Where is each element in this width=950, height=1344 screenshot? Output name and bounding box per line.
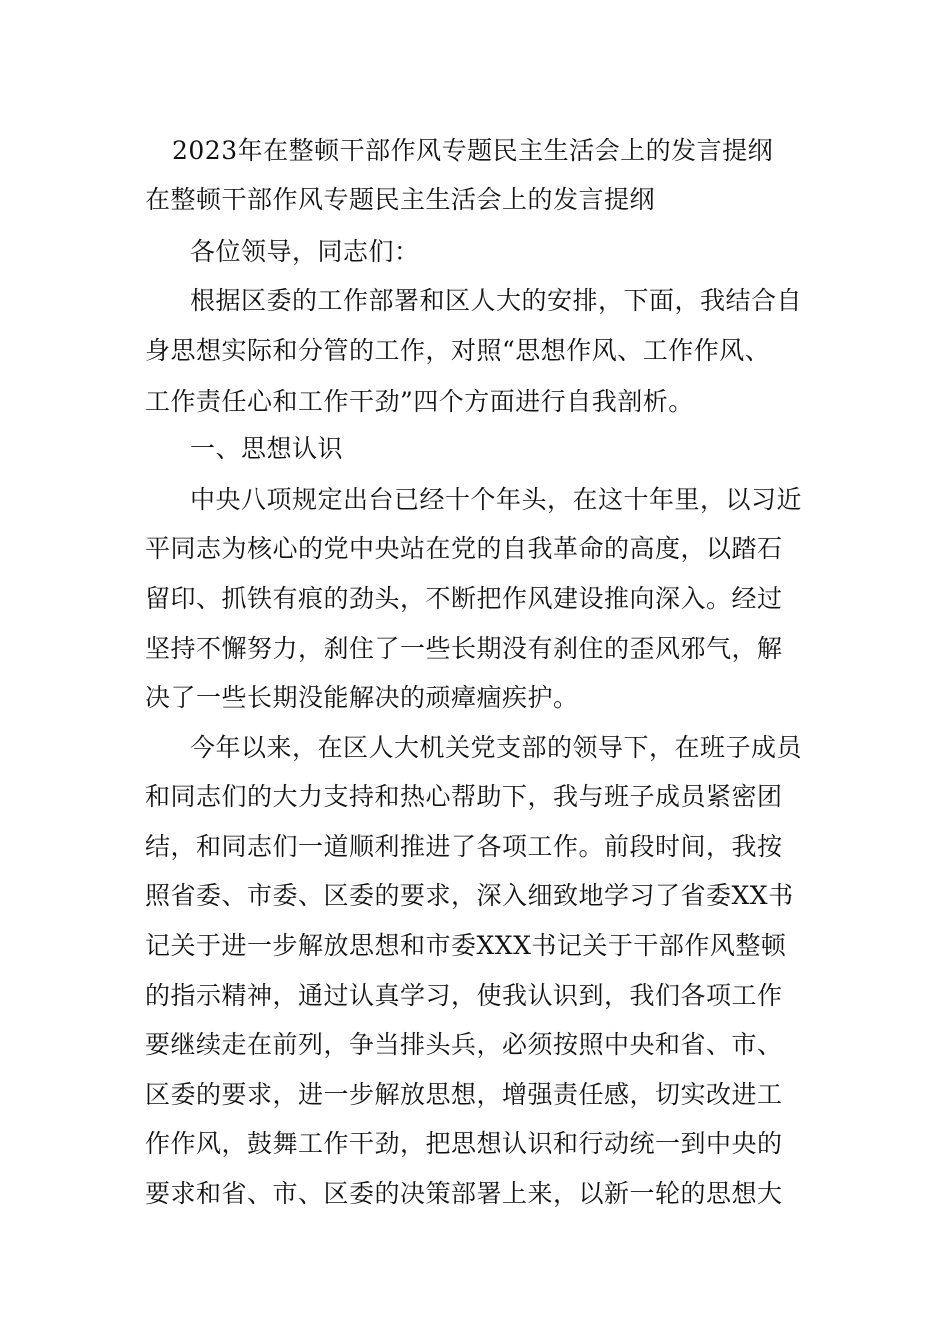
paragraph-line: 今年以来，在区人大机关党支部的领导下，在班子成员	[190, 733, 803, 762]
paragraph-line: 和同志们的大力支持和热心帮助下，我与班子成员紧密团	[145, 782, 783, 811]
paragraph-line: 工作责任心和工作干劲”四个方面进行自我剖析。	[145, 387, 694, 416]
paragraph-line: 平同志为核心的党中央站在党的自我革命的高度，以踏石	[145, 534, 783, 563]
paragraph-line: 决了一些长期没能解决的顽瘴痼疾护。	[145, 683, 579, 712]
paragraph-line: 坚持不懈努力，刹住了一些长期没有刹住的歪风邪气，解	[145, 634, 783, 663]
paragraph-line: 留印、抓铁有痕的劲头，不断把作风建设推向深入。经过	[145, 584, 783, 613]
greeting: 各位领导，同志们：	[190, 237, 420, 266]
section-heading: 一、思想认识	[190, 434, 344, 463]
document-subtitle: 在整顿干部作风专题民主生活会上的发言提纲	[145, 185, 656, 214]
document-title: 2023年在整顿干部作风专题民主生活会上的发言提纲	[172, 136, 774, 165]
paragraph-line: 中央八项规定出台已经十个年头，在这十年里，以习近	[190, 485, 803, 514]
paragraph-line: 作作风，鼓舞工作干劲，把思想认识和行动统一到中央的	[145, 1129, 783, 1158]
paragraph-line: 要继续走在前列，争当排头兵，必须按照中央和省、市、	[145, 1030, 783, 1059]
paragraph-line: 结，和同志们一道顺利推进了各项工作。前段时间，我按	[145, 832, 783, 861]
paragraph-line: 区委的要求，进一步解放思想，增强责任感，切实改进工	[145, 1080, 783, 1109]
paragraph-line: 根据区委的工作部署和区人大的安排，下面，我结合自	[190, 286, 803, 315]
paragraph-line: 照省委、市委、区委的要求，深入细致地学习了省委XX书	[145, 881, 794, 910]
paragraph-line: 的指示精神，通过认真学习，使我认识到，我们各项工作	[145, 981, 783, 1010]
paragraph-line: 身思想实际和分管的工作，对照“思想作风、工作作风、	[145, 336, 771, 365]
paragraph-line: 要求和省、市、区委的决策部署上来，以新一轮的思想大	[145, 1179, 783, 1208]
paragraph-line: 记关于进一步解放思想和市委XXX书记关于干部作风整顿	[145, 931, 787, 960]
